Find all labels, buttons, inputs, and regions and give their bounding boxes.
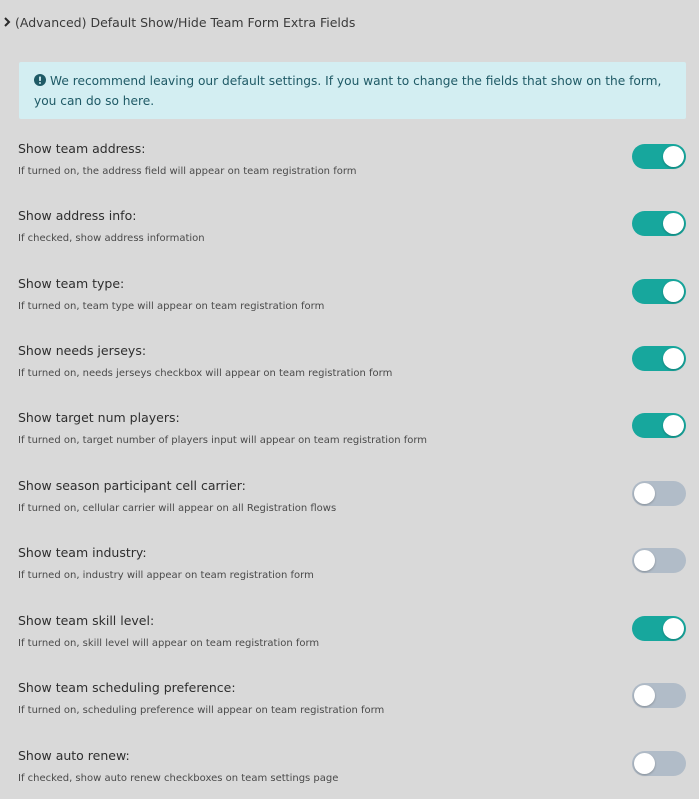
- toggle-knob: [663, 213, 684, 234]
- setting-row-needs-jerseys: [0, 343, 699, 410]
- setting-row-cell-carrier: [0, 478, 699, 545]
- toggle-knob: [663, 146, 684, 167]
- setting-description: If turned on, target number of players input will appear on team registration form: [18, 435, 428, 446]
- setting-label: Show needs jerseys:: [18, 343, 147, 358]
- toggle-knob: [634, 483, 655, 504]
- setting-label: Show team industry:: [18, 545, 147, 560]
- setting-label: Show target num players:: [18, 410, 180, 425]
- info-alert: [19, 62, 686, 119]
- toggle-knob: [663, 618, 684, 639]
- toggle-team-industry[interactable]: [632, 548, 686, 573]
- setting-description: If turned on, team type will appear on team registration form: [18, 301, 325, 312]
- setting-description: If turned on, industry will appear on team registration form: [18, 570, 314, 581]
- toggle-team-type[interactable]: [632, 279, 686, 304]
- toggle-team-address[interactable]: [632, 144, 686, 169]
- toggle-needs-jerseys[interactable]: [632, 346, 686, 371]
- setting-row-address-info: [0, 208, 699, 275]
- setting-label: Show team address:: [18, 141, 146, 156]
- setting-description: If turned on, cellular carrier will appear on all Registration flows: [18, 503, 337, 514]
- toggle-knob: [634, 550, 655, 571]
- setting-description: If turned on, scheduling preference will appear on team registration form: [18, 705, 385, 716]
- toggle-skill-level[interactable]: [632, 616, 686, 641]
- toggle-knob: [634, 685, 655, 706]
- section-toggle-header[interactable]: [0, 12, 355, 32]
- toggle-address-info[interactable]: [632, 211, 686, 236]
- setting-description: If checked, show auto renew checkboxes on team settings page: [18, 773, 339, 784]
- setting-row-target-num-players: [0, 410, 699, 477]
- setting-description: If turned on, the address field will appear on team registration form: [18, 166, 357, 177]
- setting-label: Show address info:: [18, 208, 137, 223]
- setting-row-skill-level: [0, 613, 699, 680]
- toggle-target-num-players[interactable]: [632, 413, 686, 438]
- exclamation-circle-icon: [34, 73, 46, 85]
- setting-label: Show auto renew:: [18, 748, 130, 763]
- setting-row-team-type: [0, 276, 699, 343]
- setting-label: Show season participant cell carrier:: [18, 478, 246, 493]
- setting-label: Show team scheduling preference:: [18, 680, 236, 695]
- toggle-auto-renew[interactable]: [632, 751, 686, 776]
- setting-label: Show team skill level:: [18, 613, 155, 628]
- setting-row-auto-renew: [0, 748, 699, 799]
- toggle-knob: [663, 281, 684, 302]
- setting-row-team-industry: [0, 545, 699, 612]
- setting-description: If turned on, needs jerseys checkbox will appear on team registration form: [18, 368, 393, 379]
- setting-description: If turned on, skill level will appear on team registration form: [18, 638, 320, 649]
- chevron-right-icon: [0, 15, 14, 29]
- setting-description: If checked, show address information: [18, 233, 205, 244]
- section-title: (Advanced) Default Show/Hide Team Form Extra Fields: [15, 14, 356, 30]
- setting-row-scheduling-preference: [0, 680, 699, 747]
- alert-text: We recommend leaving our default settings. If you want to change the fields that show on the form, you can do so here.: [34, 74, 662, 108]
- setting-row-team-address: [0, 141, 699, 208]
- toggle-knob: [663, 348, 684, 369]
- toggle-scheduling-preference[interactable]: [632, 683, 686, 708]
- setting-label: Show team type:: [18, 276, 125, 291]
- toggle-knob: [634, 753, 655, 774]
- toggle-cell-carrier[interactable]: [632, 481, 686, 506]
- toggle-knob: [663, 415, 684, 436]
